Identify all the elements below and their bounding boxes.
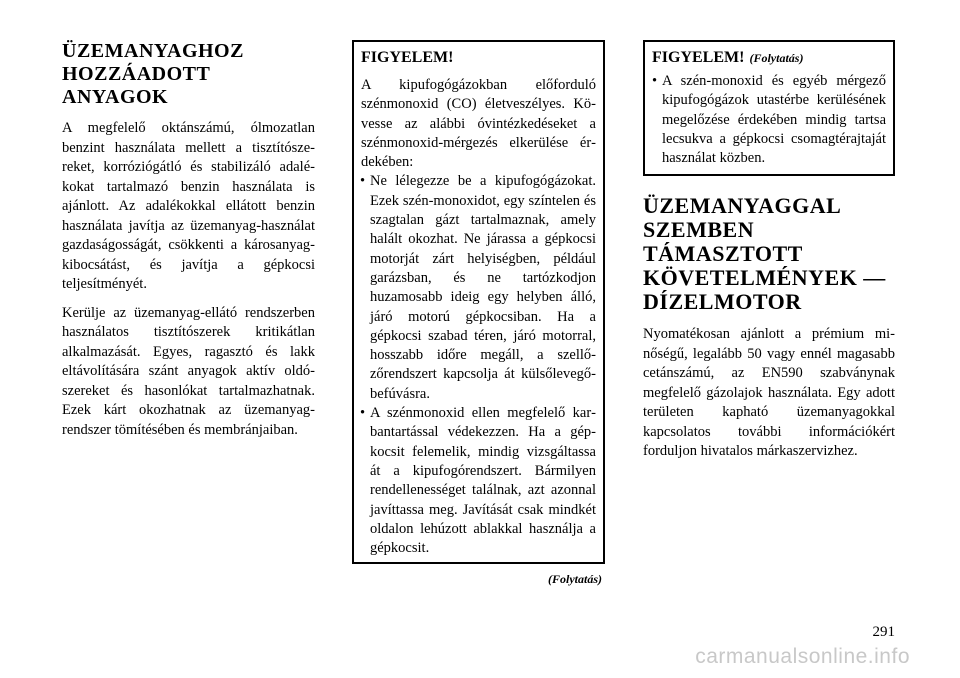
page-number: 291 bbox=[872, 624, 895, 640]
warning-intro: A kipufogógázokban előforduló szénmonoxid (CO) életveszélyes. Kövesse az alábbi óvintézkedéseket a szénmonoxid-mérgezés elkerülése érdekében: bbox=[361, 77, 596, 171]
warning-title: FIGYELEM! bbox=[361, 49, 454, 66]
section-heading-fuel-additives bbox=[62, 40, 315, 109]
heading-line: TÁMASZTOTT bbox=[643, 241, 803, 267]
heading-line: ÜZEMANYAGHOZ bbox=[62, 40, 244, 62]
heading-line: DÍZELMOTOR bbox=[643, 289, 802, 315]
warning-box-continued bbox=[643, 40, 895, 176]
warning-list bbox=[652, 72, 886, 168]
middle-column bbox=[352, 40, 605, 564]
section-heading-diesel-requirements bbox=[643, 194, 895, 314]
bullet-icon: • bbox=[652, 73, 658, 89]
warning-list-item bbox=[360, 172, 596, 404]
bullet-icon: • bbox=[360, 405, 366, 422]
warning-title-suffix: (Folytatás) bbox=[749, 51, 804, 65]
warning-item-text: A szénmonoxid ellen megfelelő karbantartással védekezzen. Ha a gépkocsit felemelik, mindig vizsgáltassa át a kipufogórendszert. Bármilyen rendellenességet találnak, azt azonnal javíttassa meg. Javítását csak mindkét oldalon lehúzott ablakkal használja a gépkocsit. bbox=[370, 405, 596, 557]
body-paragraph: A megfelelő oktánszámú, ólmozatlan benzint használata mellett a tisztítószereket, korróziógátló és stabilizáló adalékokat tartalmazó benzin használata is ajánlott. Az adalékokkal ellátott benzin használata javítja az üzemanyag-használat gazdaságosságát, csökkenti a károsanyag-kibocsátást, és javítja a gépkocsi teljesítményét. bbox=[62, 120, 315, 292]
warning-title bbox=[652, 48, 886, 68]
watermark: carmanualsonline.info bbox=[695, 645, 910, 668]
heading-line: ÜZEMANYAGGAL bbox=[643, 193, 842, 219]
heading-line: ANYAGOK bbox=[62, 86, 169, 108]
body-paragraph: Kerülje az üzemanyag-ellátó rendszerben használatos tisztítószerek kritikátlan alkalmazását. Egyes, ragasztó és lakk eltávolítására szánt anyagok aktív oldószereket és hasonlókat tartalmazhatnak. Ezek kárt okozhatnak az üzemanyag-rendszer tömítésében és membránjaiban. bbox=[62, 304, 315, 438]
continued-label: (Folytatás) bbox=[548, 572, 602, 586]
heading-line: KÖVETELMÉNYEK — bbox=[643, 265, 886, 291]
warning-list bbox=[361, 172, 596, 558]
warning-list-item bbox=[652, 72, 886, 168]
heading-line: HOZZÁADOTT bbox=[62, 63, 211, 85]
warning-box bbox=[352, 40, 605, 564]
bullet-icon: • bbox=[360, 173, 366, 190]
warning-list-item bbox=[360, 404, 596, 558]
right-column bbox=[643, 40, 895, 471]
warning-item-text: A szén-monoxid és egyéb mérgező kipufogógázok utastérbe kerülésének megelőzése érdekében mindig tartsa lecsukva a gépkocsi csomagtérajtaját használat közben. bbox=[662, 73, 886, 167]
left-column bbox=[62, 40, 315, 449]
warning-item-text: Ne lélegezze be a kipufogógázokat. Ezek szén-monoxidot, egy színtelen és szagtalan gázt tartalmaznak, amely halált okozhat. Ne járassa a gépkocsi motorját zárt helyiségben, például garázsban, és ne tartózkodjon huzamosabb ideig egy helyben álló, járó motorú gépkocsiban. Ha a gépkocsi szabad téren, járó motorral, hosszabb időre megáll, a szellőzőrendszert kapcsolja át külsőlevegő-befúvásra. bbox=[370, 173, 596, 402]
heading-line: SZEMBEN bbox=[643, 217, 755, 243]
warning-title-text: FIGYELEM! bbox=[652, 49, 745, 66]
body-paragraph: Nyomatékosan ajánlott a prémium minőségű, legalább 50 vagy ennél magasabb cetánszámú, az EN590 szabványnak megfelelő gázolajok használata. Egy adott területen kapható üzemanyagokkal kapcsolatos további információkért forduljon hivatalos márkaszervizhez. bbox=[643, 326, 895, 460]
